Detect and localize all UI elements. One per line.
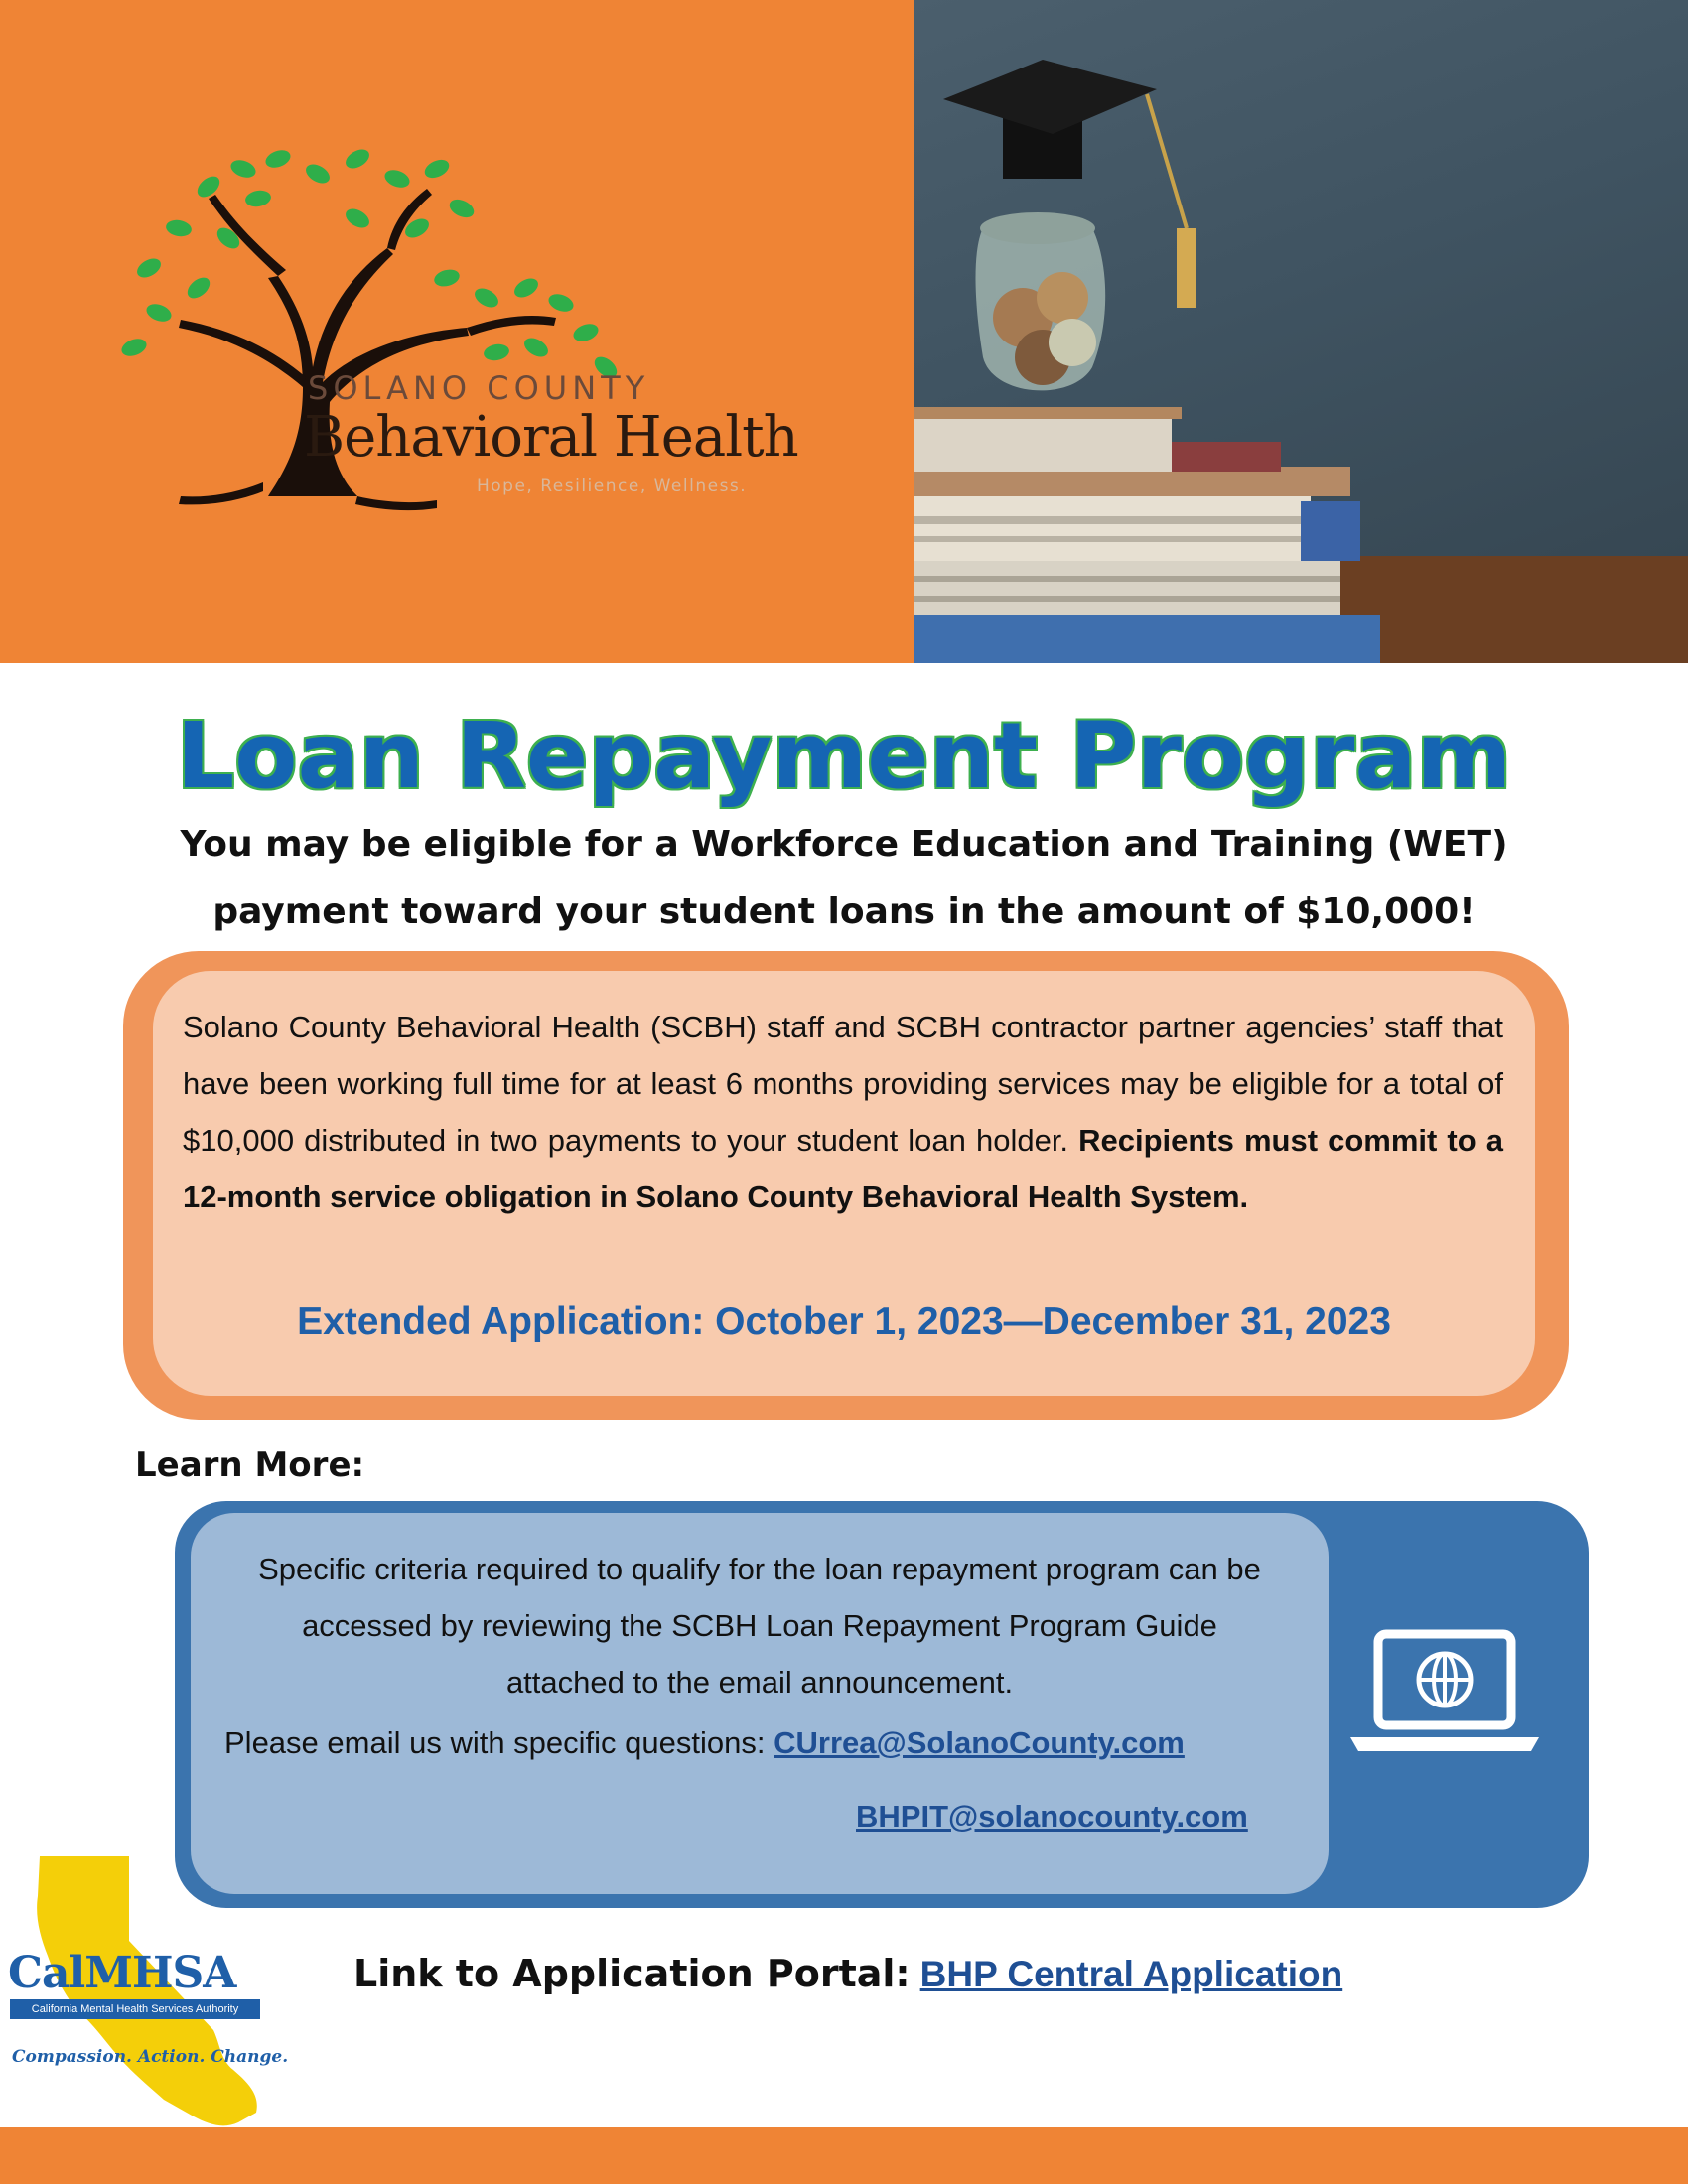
email-line-2 [856, 1799, 1248, 1835]
header-orange-panel [0, 0, 914, 663]
calmhsa-tagline: Compassion. Action. Change. [12, 2047, 289, 2067]
email-link-bhpit[interactable]: BHPIT@solanocounty.com [856, 1799, 1248, 1834]
laptop-globe-icon [1350, 1628, 1539, 1757]
eligibility-text [183, 999, 1503, 1225]
learn-more-heading: Learn More: [135, 1445, 365, 1485]
header-photo [914, 0, 1688, 663]
graduation-books-illustration [914, 0, 1688, 663]
application-portal-link[interactable]: BHP Central Application [919, 1954, 1343, 1994]
criteria-text: Specific criteria required to qualify for the loan repayment program can be accessed by reviewing the SCBH Loan Repayment Program Guide attached to the email announcement. [258, 1552, 1261, 1700]
footer-orange-bar [0, 2127, 1688, 2184]
portal-line [353, 1952, 1342, 1995]
calmhsa-full-name: California Mental Health Services Authority [10, 1999, 260, 2019]
questions-line [224, 1725, 1185, 1761]
email-link-currea[interactable]: CUrrea@SolanoCounty.com [774, 1725, 1185, 1760]
logo-name-text: Behavioral Health [304, 405, 798, 470]
eligibility-body: Solano County Behavioral Health (SCBH) staff and SCBH contractor partner agencies’ staff that have been working full time for at least 6 months providing services may be eligible for a total of $10,000 distributed in two payments to your student loan holder. [183, 1010, 1503, 1158]
application-dates: Extended Application: October 1, 2023—December 31, 2023 [297, 1300, 1391, 1343]
logo-tagline: Hope, Resilience, Wellness. [477, 477, 748, 496]
logo-county-text: SOLANO COUNTY [308, 369, 650, 407]
portal-label: Link to Application Portal: [353, 1952, 911, 1995]
questions-label: Please email us with specific questions: [224, 1725, 774, 1760]
eligibility-obligation: Recipients must commit to a 12-month service obligation in Solano County Behavioral Health System. [183, 1123, 1503, 1214]
calmhsa-logo-text: CalMHSA [8, 1948, 236, 1998]
page-title: Loan Repayment Program [176, 703, 1512, 809]
subtitle-line-2: payment toward your student loans in the amount of $10,000! [212, 891, 1476, 932]
subtitle-line-1: You may be eligible for a Workforce Education and Training (WET) [180, 824, 1508, 865]
